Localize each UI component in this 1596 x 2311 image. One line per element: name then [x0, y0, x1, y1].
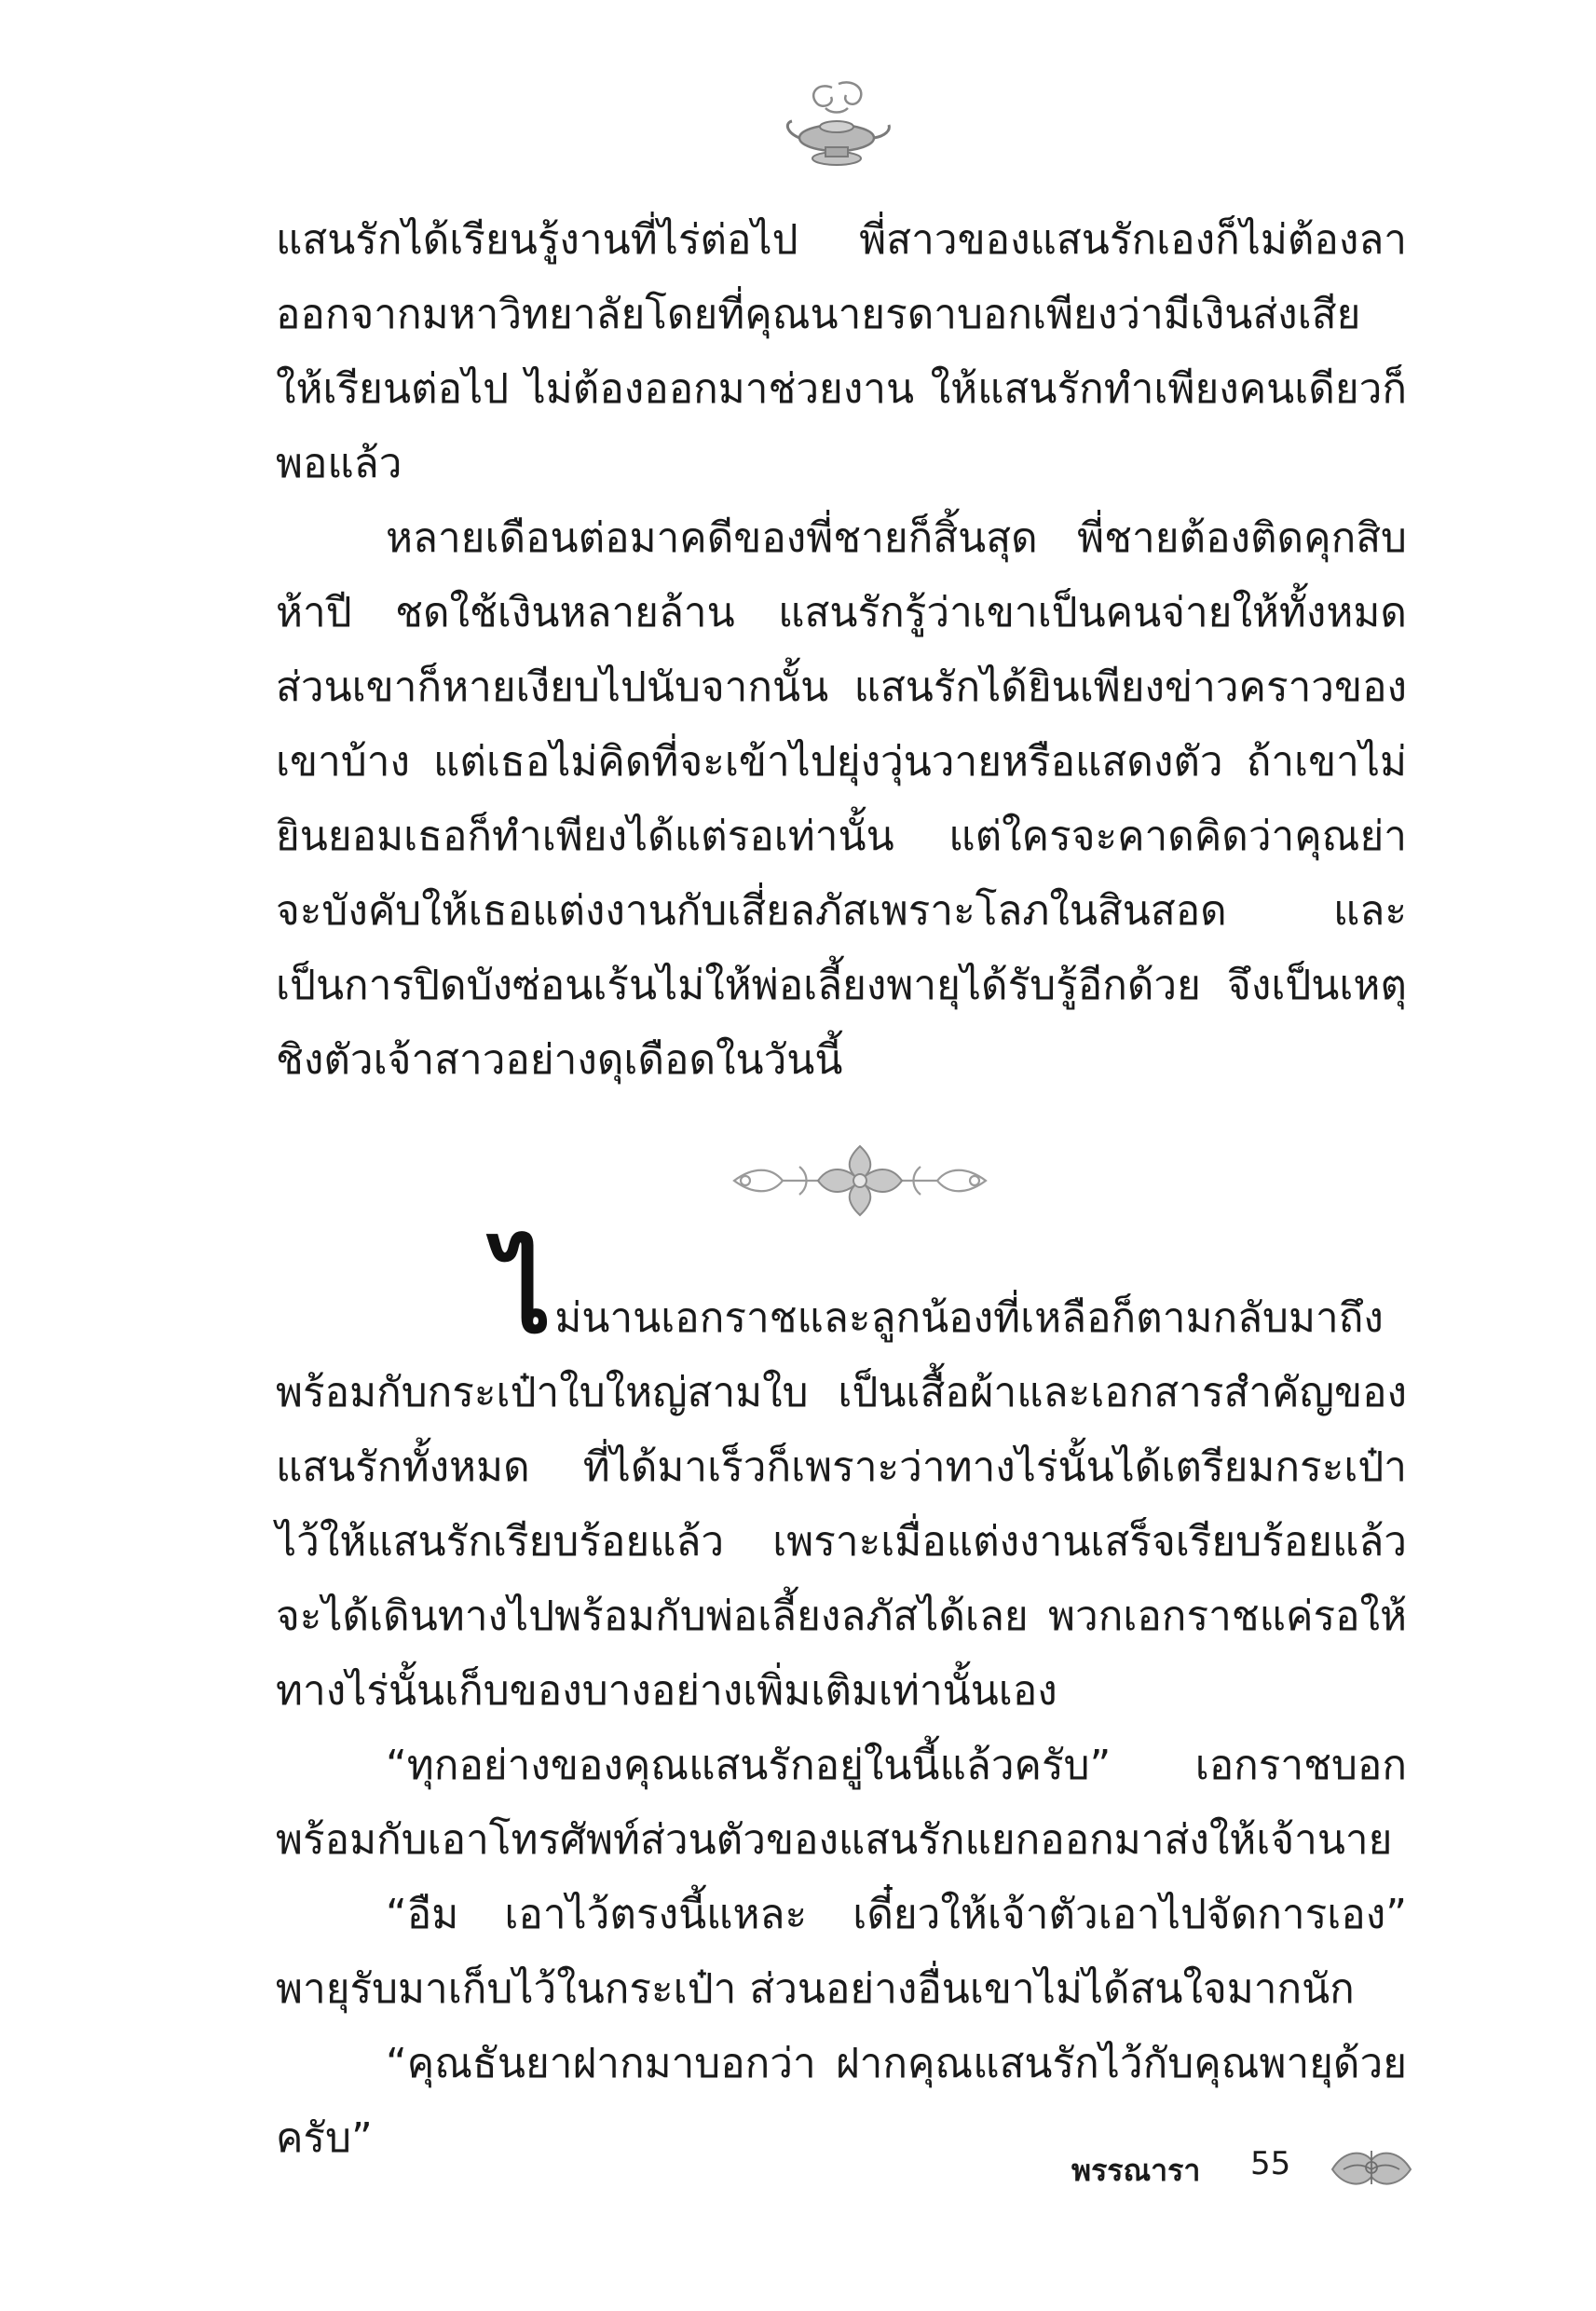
scroll-divider-icon [725, 1139, 995, 1223]
page-number: 55 [1250, 2145, 1291, 2182]
text-section-2 [276, 1228, 1407, 2176]
paragraph-3 [276, 1228, 1407, 1729]
paragraph-4: “ทุกอย่างของคุณแสนรักอยู่ในนี้แล้วครับ” เอกราชบอกพร้อมกับเอาโทรศัพท์ส่วนตัวของแสนรักแยกออกมาส่งให้เจ้านาย [276, 1742, 1407, 1864]
paragraph-3-text: ม่นานเอกราชและลูกน้องที่เหลือก็ตามกลับมาถึงพร้อมกับกระเป๋าใบใหญ่สามใบ เป็นเสื้อผ้าและเอกสารสำคัญของแสนรักทั้งหมด ที่ได้มาเร็วก็เพราะว่าทางไร่นั้นได้เตรียมกระเป๋าไว้ให้แสนรักเรียบร้อยแล้ว เพราะเมื่อแต่งงานเสร็จเรียบร้อยแล้วจะได้เดินทางไปพร้อมกับพ่อเลี้ยงลภัสได้เลย พวกเอกราชแค่รอให้ทางไร่นั้นเก็บของบางอย่างเพิ่มเติมเท่านั้นเอง [276, 1294, 1407, 1715]
page-footer [1071, 2132, 1463, 2207]
book-title: พรรณารา [1071, 2153, 1201, 2188]
paragraph-1: แสนรักได้เรียนรู้งานที่ไร่ต่อไป พี่สาวของแสนรักเองก็ไม่ต้องลาออกจากมหาวิทยาลัยโดยที่คุณนายรดาบอกเพียงว่ามีเงินส่งเสียให้เรียนต่อไป ไม่ต้องออกมาช่วยงาน ให้แสนรักทำเพียงคนเดียวก็พอแล้ว [276, 216, 1407, 487]
paragraph-6: “คุณธันยาฝากมาบอกว่า ฝากคุณแสนรักไว้กับคุณพายุด้วยครับ” [276, 2040, 1407, 2162]
leaf-ornament-icon [1325, 2132, 1418, 2199]
paragraph-2: หลายเดือนต่อมาคดีของพี่ชายก็สิ้นสุด พี่ชายต้องติดคุกสิบห้าปี ชดใช้เงินหลายล้าน แสนรักรู้ว่าเขาเป็นคนจ่ายให้ทั้งหมด ส่วนเขาก็หายเงียบไปนับจากนั้น แสนรักได้ยินเพียงข่าวคราวของเขาบ้าง แต่เธอไม่คิดที่จะเข้าไปยุ่งวุ่นวายหรือแสดงตัว ถ้าเขาไม่ยินยอมเธอก็ทำเพียงได้แต่รอเท่านั้น แต่ใครจะคาดคิดว่าคุณย่าจะบังคับให้เธอแต่งงานกับเสี่ยลภัสเพราะโลภในสินสอด และเป็นการปิดบังซ่อนเร้นไม่ให้พ่อเลี้ยงพายุได้รับรู้อีกด้วย จึงเป็นเหตุชิงตัวเจ้าสาวอย่างดุเดือดในวันนี้ [276, 514, 1407, 1084]
paragraph-5: “อืม เอาไว้ตรงนี้แหละ เดี๋ยวให้เจ้าตัวเอาไปจัดการเอง” พายุรับมาเก็บไว้ในกระเป๋า ส่วนอย่างอื่นเขาไม่ได้สนใจมากนัก [276, 1891, 1407, 2013]
drop-cap: ไ [496, 1228, 552, 1358]
magic-lamp-icon [781, 76, 893, 179]
text-section-1 [276, 203, 1407, 1098]
